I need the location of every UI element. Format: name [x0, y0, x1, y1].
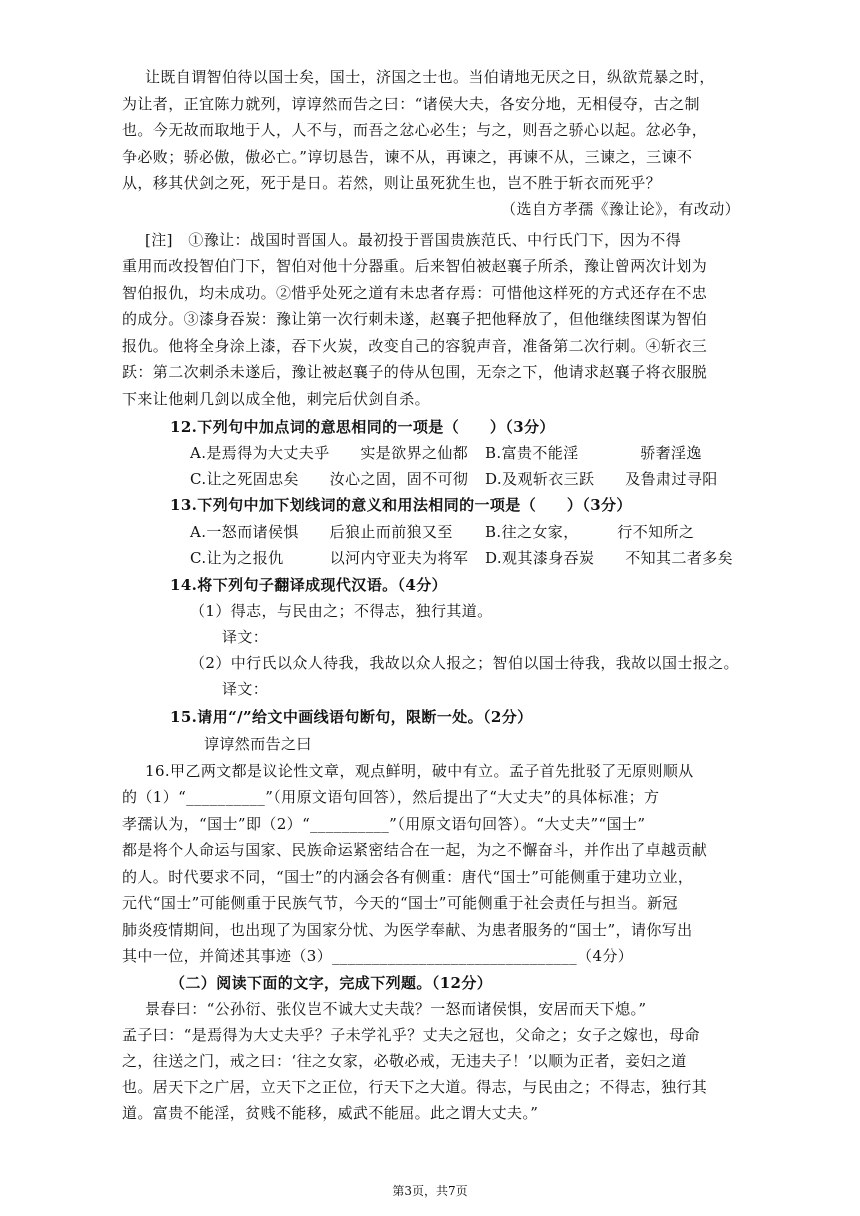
passage-line: 争必败；骄必傲，傲必亡。”谆切恳告，谏不从，再谏之，再谏不从，三谏之，三谏不 [122, 148, 693, 166]
q12-option-b: B.富贵不能淫 骄奢淫逸 [485, 444, 702, 462]
q14-translation-2: 译文： [222, 680, 269, 698]
section2-line: 孟子曰：“是焉得为大丈夫乎？子未学礼乎？丈夫之冠也，父命之；女子之嫁也，母命 [122, 1026, 700, 1044]
q14-sentence-2: （2）中行氏以众人待我，我故以众人报之；智伯以国士待我，我故以国士报之。 [190, 654, 739, 672]
q16-line: 元代“国士”可能侧重于民族气节，今天的“国士”可能侧重于社会责任与担当。新冠 [122, 894, 678, 912]
note-line: 重用而改投智伯门下，智伯对他十分器重。后来智伯被赵襄子所杀，豫让曾两次计划为 [122, 257, 708, 275]
note-line: 智伯报仇，均未成功。②惜乎处死之道有未忠者存焉：可惜他这样死的方式还存在不忠 [122, 284, 708, 302]
q12-option-a: A.是焉得为大丈夫乎 实是欲界之仙都 [190, 444, 469, 462]
q14-translation-1: 译文： [222, 628, 269, 646]
section2-line: 之，往送之门，戒之曰：‘往之女家，必敬必戒，无违夫子！’以顺为正者，妾妇之道 [122, 1052, 687, 1070]
q16-line: 都是将个人命运与国家、民族命运紧密结合在一起，为之不懈奋斗，并作出了卓越贡献 [122, 841, 708, 859]
note-line: 的成分。③漆身吞炭：豫让第一次行刺未遂，赵襄子把他释放了，但他继续图谋为智伯 [122, 310, 708, 328]
note-line: 跃：第二次刺杀未遂后，豫让被赵襄子的侍从包围，无奈之下，他请求赵襄子将衣服脱 [122, 363, 708, 381]
section-2-heading: （二）阅读下面的文字，完成下列题。（12分） [170, 974, 493, 992]
q15-sentence: 谆谆然而告之曰 [204, 735, 312, 753]
question-14-stem: 14.将下列句子翻译成现代汉语。（4分） [170, 576, 448, 594]
passage-line: 为让者，正宜陈力就列，谆谆然而告之曰：“诸侯大夫，各安分地，无相侵夺，古之制 [122, 95, 700, 113]
q16-line: 其中一位，并简述其事迹（3）_______________________________（4分） [122, 947, 634, 965]
q16-line: 的人。时代要求不同，“国士”的内涵会各有侧重：唐代“国士”可能侧重于建功立业， [122, 868, 694, 886]
q13-option-a: A.一怒而诸侯惧 后狼止而前狼又至 [190, 523, 453, 541]
passage-line: 从，移其伏剑之死，死于是日。若然，则让虽死犹生也，岂不胜于斩衣而死乎？ [122, 174, 662, 192]
passage-line: 也。今无故而取地于人，人不与，而吾之忿心必生；与之，则吾之骄心以起。忿必争， [122, 121, 708, 139]
note-line: [注] ①豫让：战国时晋国人。最初投于晋国贵族范氏、中行氏门下，因为不得 [145, 231, 682, 249]
q16-line: 孝孺认为，“国士”即（2）“__________”（用原文语句回答）。“大丈夫”“国士” [122, 815, 646, 833]
section2-line: 道。富贵不能淫，贫贱不能移，威武不能屈。此之谓大丈夫。” [122, 1104, 539, 1122]
question-13-stem: 13.下列句中加下划线词的意义和用法相同的一项是（ ）（3分） [170, 496, 632, 514]
q16-line: 16.甲乙两文都是议论性文章，观点鲜明，破中有立。孟子首先批驳了无原则顺从 [145, 762, 694, 780]
q16-line: 肺炎疫情期间，也出现了为国家分忧、为医学奉献、为患者服务的“国士”，请你写出 [122, 921, 693, 939]
section2-line: 也。居天下之广居，立天下之正位，行天下之大道。得志，与民由之；不得志，独行其 [122, 1078, 708, 1096]
section2-line: 景春曰：“公孙衍、张仪岂不诚大丈夫哉？一怒而诸侯惧，安居而天下熄。” [145, 1000, 647, 1018]
question-15-stem: 15.请用“/”给文中画线语句断句，限断一处。（2分） [170, 708, 533, 726]
q13-option-c: C.让为之报仇 以河内守亚夫为将军 [190, 549, 469, 567]
note-line: 报仇。他将全身涂上漆，吞下火炭，改变自己的容貌声音，准备第二次行刺。④斩衣三 [122, 337, 708, 355]
passage-line: 让既自谓智伯待以国士矣，国士，济国之士也。当伯请地无厌之日，纵欲荒暴之时， [145, 68, 715, 86]
passage-source: （选自方孝孺《豫让论》，有改动） [501, 200, 740, 218]
q16-line: 的（1）“__________”（用原文语句回答），然后提出了“大丈夫”的具体标准；方 [122, 788, 660, 806]
page-footer: 第3页，共7页 [392, 1184, 468, 1198]
q13-option-d: D.观其漆身吞炭 不知其二者多矣 [485, 549, 734, 567]
q14-sentence-1: （1）得志，与民由之；不得志，独行其道。 [190, 602, 493, 620]
note-line: 下来让他刺几剑以成全他，刺完后伏剑自杀。 [122, 390, 431, 408]
question-12-stem: 12.下列句中加点词的意思相同的一项是（ ）（3分） [170, 418, 555, 436]
q13-option-b: B.往之女家， 行不知所之 [485, 523, 695, 541]
q12-option-d: D.及观斩衣三跃 及鲁肃过寻阳 [485, 470, 718, 488]
q12-option-c: C.让之死固忠矣 汝心之固，固不可彻 [190, 470, 469, 488]
